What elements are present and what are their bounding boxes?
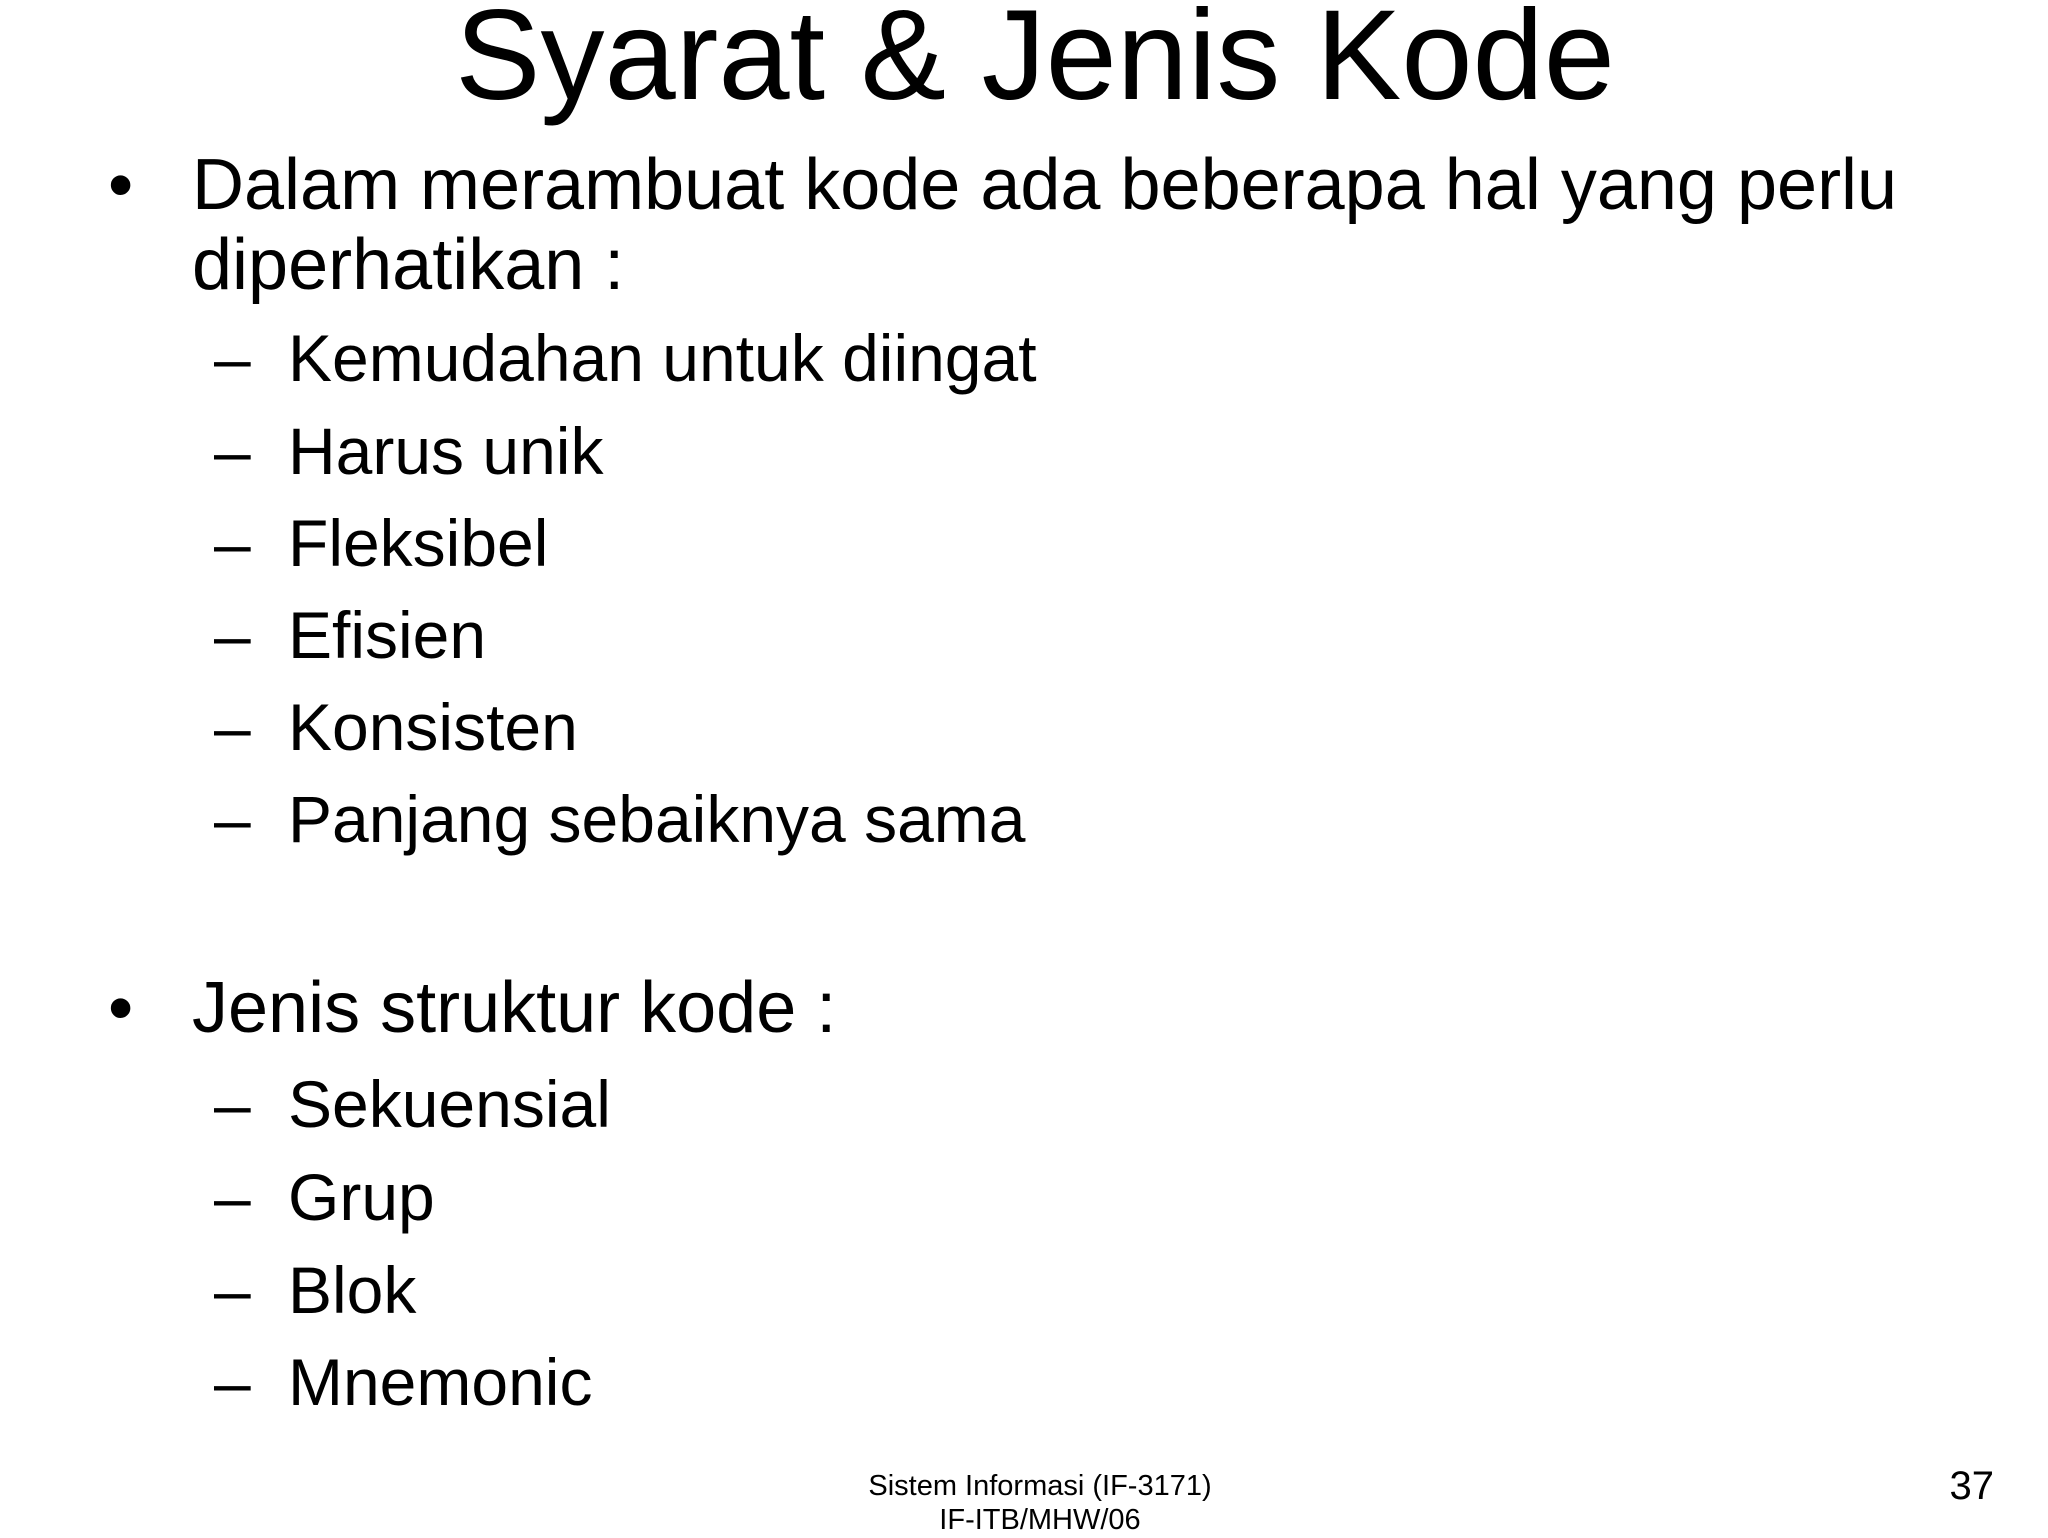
footer-course: Sistem Informasi (IF-3171) (868, 1470, 1212, 1502)
dash-marker: – (214, 1067, 251, 1141)
dash-marker: – (214, 1160, 251, 1234)
sub-item-sekuensial: Sekuensial (288, 1067, 611, 1141)
dash-marker: – (214, 321, 251, 395)
sub-item-fleksibel: Fleksibel (288, 506, 549, 580)
bullet-1-text-line2: diperhatikan : (192, 225, 625, 305)
slide-title: Syarat & Jenis Kode (455, 0, 1615, 127)
bullet-1-text-line1: Dalam merambuat kode ada beberapa hal yang perlu (192, 145, 1898, 225)
bullet-2-text: Jenis struktur kode : (192, 968, 837, 1048)
dash-marker: – (214, 598, 251, 672)
sub-item-panjang: Panjang sebaiknya sama (288, 782, 1026, 856)
dash-marker: – (214, 1345, 251, 1419)
bullet-marker: • (108, 145, 134, 225)
sub-item-grup: Grup (288, 1160, 435, 1234)
dash-marker: – (214, 690, 251, 764)
dash-marker: – (214, 414, 251, 488)
dash-marker: – (214, 506, 251, 580)
footer-code: IF-ITB/MHW/06 (939, 1504, 1141, 1536)
dash-marker: – (214, 782, 251, 856)
sub-item-kemudahan: Kemudahan untuk diingat (288, 321, 1037, 395)
page-number: 37 (1949, 1464, 1994, 1508)
sub-item-konsisten: Konsisten (288, 690, 578, 764)
sub-item-harus-unik: Harus unik (288, 414, 604, 488)
sub-item-mnemonic: Mnemonic (288, 1345, 593, 1419)
sub-item-efisien: Efisien (288, 598, 487, 672)
bullet-marker: • (108, 968, 134, 1048)
dash-marker: – (214, 1253, 251, 1327)
sub-item-blok: Blok (288, 1253, 417, 1327)
